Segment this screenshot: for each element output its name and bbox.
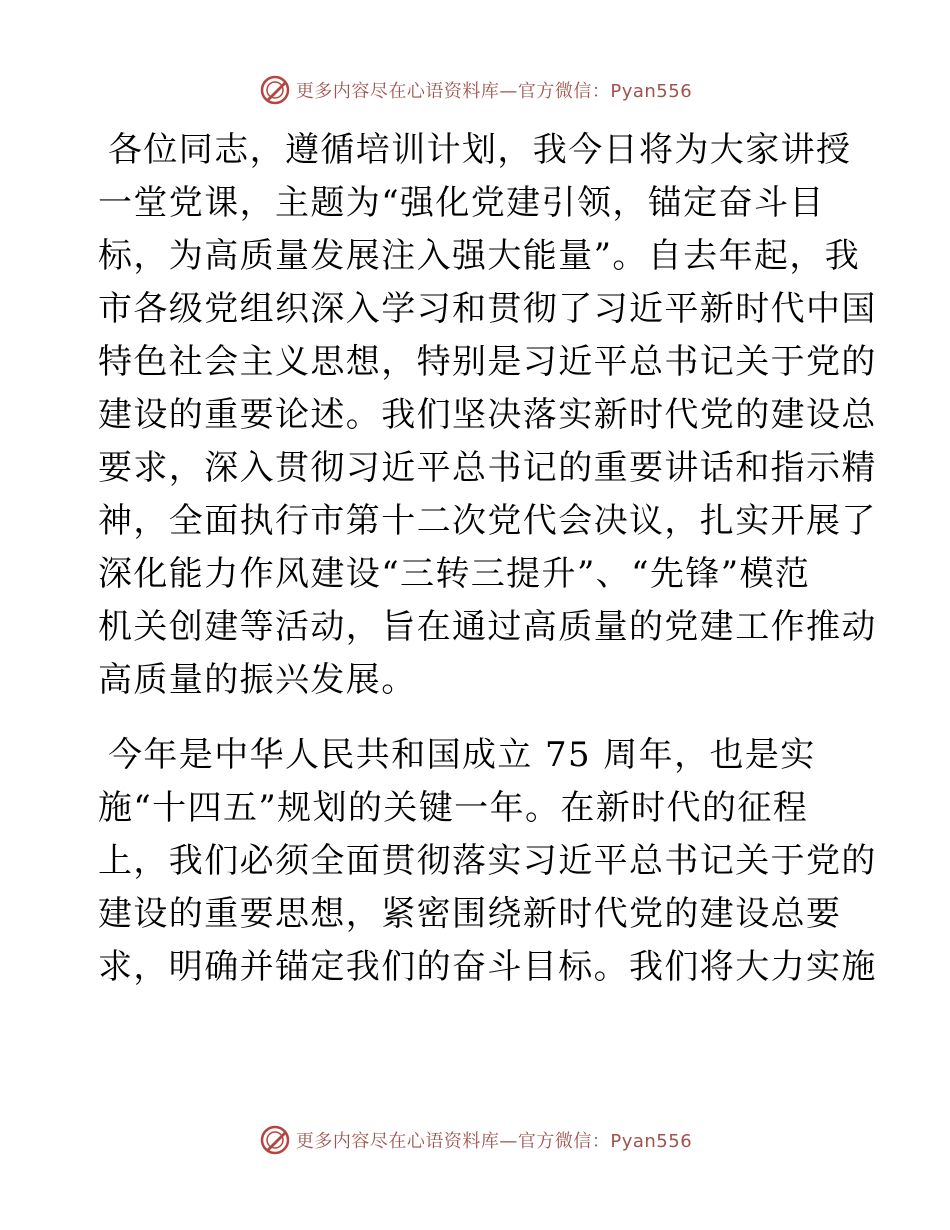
text-line: 市各级党组织深入学习和贯彻了习近平新时代中国 [98, 289, 877, 329]
text-line: 要求，深入贯彻习近平总书记的重要讲话和指示精 [98, 448, 877, 488]
text-line: 神，全面执行市第十二次党代会决议，扎实开展了 [98, 501, 877, 541]
paragraph-1 [98, 124, 877, 707]
text-line: 各位同志，遵循培训计划，我今日将为大家讲授 [108, 130, 852, 170]
text-line: 施“十四五”规划的关键一年。在新时代的征程 [98, 788, 809, 828]
watermark-text: 更多内容尽在心语资料库—官方微信：Pyan556 [295, 81, 693, 102]
text-line: 特色社会主义思想，特别是习近平总书记关于党的 [98, 342, 877, 382]
text-line: 建设的重要论述。我们坚决落实新时代党的建设总 [98, 395, 877, 435]
text-line: 建设的重要思想，紧密围绕新时代党的建设总要 [98, 894, 842, 934]
text-line: 一堂党课，主题为“强化党建引领，锚定奋斗目 [98, 183, 825, 223]
text-line: 今年是中华人民共和国成立 75 周年，也是实 [108, 735, 816, 775]
document-body [98, 124, 877, 1016]
pen-in-circle-icon [258, 1123, 292, 1157]
text-line: 机关创建等活动，旨在通过高质量的党建工作推动 [98, 607, 877, 647]
text-line: 高质量的振兴发展。 [98, 660, 417, 700]
pen-in-circle-icon [258, 73, 292, 107]
watermark-text: 更多内容尽在心语资料库—官方微信：Pyan556 [295, 1131, 693, 1152]
text-line: 标，为高质量发展注入强大能量”。自去年起，我 [98, 236, 861, 276]
paragraph-2 [98, 729, 877, 994]
header-watermark [0, 70, 950, 110]
text-line: 求，明确并锚定我们的奋斗目标。我们将大力实施 [98, 947, 877, 987]
text-line: 深化能力作风建设“三转三提升”、“先锋”模范 [98, 554, 811, 594]
text-line: 上，我们必须全面贯彻落实习近平总书记关于党的 [98, 841, 877, 881]
footer-watermark [0, 1120, 950, 1160]
